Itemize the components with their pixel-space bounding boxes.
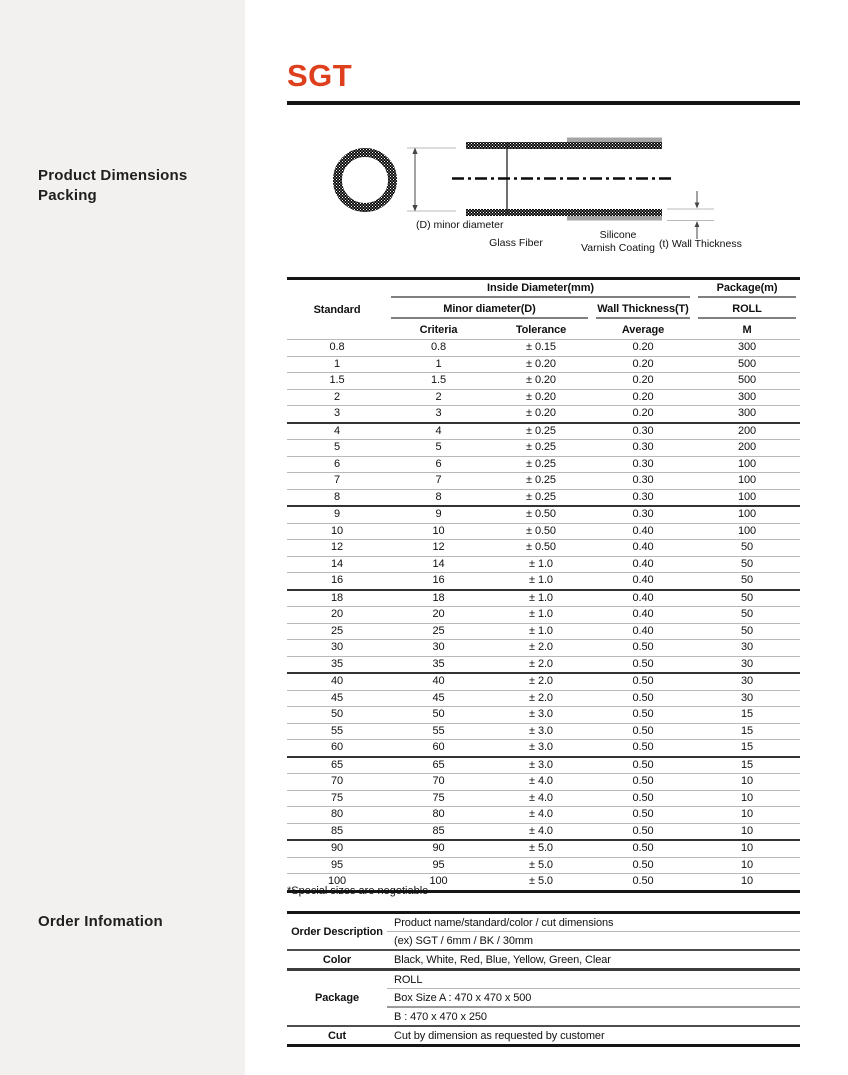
sidebar-label-product-dimensions: Product Dimensions bbox=[38, 167, 188, 184]
table-cell: 0.50 bbox=[592, 790, 694, 807]
table-row bbox=[287, 423, 800, 440]
col-header-average: Average bbox=[621, 324, 665, 336]
table-cell: 7 bbox=[387, 473, 490, 490]
table-cell: 0.50 bbox=[592, 857, 694, 874]
spec-table-header bbox=[287, 279, 800, 340]
table-cell: 30 bbox=[694, 690, 800, 707]
table-cell: 4 bbox=[387, 423, 490, 440]
table-row bbox=[287, 913, 800, 932]
table-row bbox=[287, 506, 800, 523]
table-cell: 0.30 bbox=[592, 489, 694, 506]
table-row bbox=[287, 970, 800, 989]
table-cell: 95 bbox=[287, 857, 387, 874]
table-cell: ± 0.25 bbox=[490, 456, 592, 473]
table-row bbox=[287, 823, 800, 840]
tube-cross-section bbox=[338, 153, 393, 208]
order-description-label: Order Description bbox=[287, 913, 387, 951]
table-cell: 15 bbox=[694, 740, 800, 757]
table-cell: 25 bbox=[387, 623, 490, 640]
table-cell: ± 3.0 bbox=[490, 757, 592, 774]
order-description-line1: Product name/standard/color / cut dimensions bbox=[387, 913, 800, 932]
table-cell: 9 bbox=[387, 506, 490, 523]
table-cell: ± 2.0 bbox=[490, 690, 592, 707]
table-cell: 300 bbox=[694, 406, 800, 423]
table-cell: 0.40 bbox=[592, 590, 694, 607]
table-cell: 10 bbox=[387, 523, 490, 540]
table-cell: ± 0.20 bbox=[490, 389, 592, 406]
table-cell: 50 bbox=[287, 707, 387, 724]
table-cell: ± 5.0 bbox=[490, 857, 592, 874]
table-cell: ± 4.0 bbox=[490, 807, 592, 824]
table-cell: 10 bbox=[694, 823, 800, 840]
table-cell: 50 bbox=[694, 607, 800, 624]
table-cell: 20 bbox=[287, 607, 387, 624]
col-group-package: Package(m) bbox=[694, 279, 800, 301]
table-cell: 10 bbox=[287, 523, 387, 540]
table-cell: 0.40 bbox=[592, 607, 694, 624]
table-row bbox=[287, 740, 800, 757]
table-row bbox=[287, 950, 800, 970]
table-cell: 200 bbox=[694, 423, 800, 440]
table-cell: 0.40 bbox=[592, 523, 694, 540]
table-cell: 0.50 bbox=[592, 656, 694, 673]
table-cell: 10 bbox=[694, 840, 800, 857]
table-cell: 500 bbox=[694, 373, 800, 390]
table-cell: 0.50 bbox=[592, 640, 694, 657]
table-cell: ± 4.0 bbox=[490, 790, 592, 807]
table-cell: 1.5 bbox=[287, 373, 387, 390]
table-cell: 0.50 bbox=[592, 707, 694, 724]
footnote: *Special sizes are negotiable bbox=[287, 885, 429, 897]
table-cell: 50 bbox=[694, 573, 800, 590]
table-cell: 0.40 bbox=[592, 573, 694, 590]
table-row bbox=[287, 590, 800, 607]
table-cell: 10 bbox=[694, 874, 800, 892]
table-cell: 0.20 bbox=[592, 373, 694, 390]
table-cell: 6 bbox=[287, 456, 387, 473]
table-cell: 30 bbox=[694, 640, 800, 657]
table-cell: 1 bbox=[387, 356, 490, 373]
table-row bbox=[287, 440, 800, 457]
col-group-roll: ROLL bbox=[694, 300, 800, 321]
table-cell: 16 bbox=[287, 573, 387, 590]
table-cell: 0.30 bbox=[592, 423, 694, 440]
table-cell: 0.20 bbox=[592, 340, 694, 357]
table-row bbox=[287, 707, 800, 724]
table-cell: 3 bbox=[387, 406, 490, 423]
order-description-line2: (ex) SGT / 6mm / BK / 30mm bbox=[387, 932, 800, 951]
table-cell: ± 2.0 bbox=[490, 640, 592, 657]
table-cell: 65 bbox=[387, 757, 490, 774]
sidebar bbox=[0, 0, 245, 1075]
arrowhead-down bbox=[695, 203, 700, 209]
silicone-label-line2: Varnish Coating bbox=[581, 242, 655, 254]
cut-value: Cut by dimension as requested by customer bbox=[394, 1029, 605, 1042]
table-cell: 5 bbox=[387, 440, 490, 457]
table-cell: 40 bbox=[387, 673, 490, 690]
table-row bbox=[287, 757, 800, 774]
table-cell: ± 0.25 bbox=[490, 473, 592, 490]
table-row bbox=[287, 807, 800, 824]
table-row bbox=[287, 373, 800, 390]
spec-table-body bbox=[287, 340, 800, 892]
table-row bbox=[287, 790, 800, 807]
table-cell: 85 bbox=[387, 823, 490, 840]
table-cell: 16 bbox=[387, 573, 490, 590]
table-row bbox=[287, 623, 800, 640]
table-cell: 100 bbox=[694, 456, 800, 473]
table-cell: 0.30 bbox=[592, 456, 694, 473]
table-cell: 20 bbox=[387, 607, 490, 624]
table-cell: 3 bbox=[287, 406, 387, 423]
table-cell: 0.50 bbox=[592, 690, 694, 707]
table-cell: 12 bbox=[387, 540, 490, 557]
table-cell: 95 bbox=[387, 857, 490, 874]
table-cell: 0.50 bbox=[592, 807, 694, 824]
table-cell: 60 bbox=[387, 740, 490, 757]
table-cell: ± 0.25 bbox=[490, 489, 592, 506]
table-cell: 100 bbox=[694, 523, 800, 540]
table-cell: ± 0.25 bbox=[490, 423, 592, 440]
table-cell: 0.40 bbox=[592, 540, 694, 557]
table-cell: 14 bbox=[387, 556, 490, 573]
spec-table bbox=[287, 277, 800, 893]
table-cell: 1 bbox=[287, 356, 387, 373]
table-cell: ± 0.20 bbox=[490, 373, 592, 390]
table-cell: 0.50 bbox=[592, 757, 694, 774]
table-cell: 18 bbox=[387, 590, 490, 607]
table-cell: 10 bbox=[694, 790, 800, 807]
table-cell: 35 bbox=[387, 656, 490, 673]
table-row bbox=[287, 340, 800, 357]
table-cell: ± 4.0 bbox=[490, 823, 592, 840]
table-cell: ± 5.0 bbox=[490, 874, 592, 892]
table-cell: 0.50 bbox=[592, 774, 694, 791]
table-cell: 50 bbox=[387, 707, 490, 724]
table-cell: 4 bbox=[287, 423, 387, 440]
color-value: Black, White, Red, Blue, Yellow, Green, Clear bbox=[387, 950, 800, 970]
table-cell: 65 bbox=[287, 757, 387, 774]
table-cell: 75 bbox=[287, 790, 387, 807]
table-cell: 10 bbox=[694, 774, 800, 791]
table-cell: 0.30 bbox=[592, 506, 694, 523]
table-cell: 30 bbox=[387, 640, 490, 657]
table-row bbox=[287, 473, 800, 490]
table-cell: 0.20 bbox=[592, 389, 694, 406]
table-cell: 300 bbox=[694, 389, 800, 406]
col-group-minor-diameter: Minor diameter(D) bbox=[387, 300, 592, 321]
table-cell: 0.40 bbox=[592, 623, 694, 640]
table-cell: 70 bbox=[287, 774, 387, 791]
table-row bbox=[287, 540, 800, 557]
table-cell: 0.8 bbox=[287, 340, 387, 357]
tube-wall-top bbox=[466, 142, 662, 149]
table-cell: 15 bbox=[694, 707, 800, 724]
table-cell: 0.50 bbox=[592, 874, 694, 892]
coating-strip-top bbox=[567, 138, 662, 143]
table-cell: 30 bbox=[694, 673, 800, 690]
col-header-standard: Standard bbox=[313, 303, 361, 316]
table-cell: 15 bbox=[694, 723, 800, 740]
table-row bbox=[287, 573, 800, 590]
table-cell: 0.50 bbox=[592, 673, 694, 690]
package-label: Package bbox=[287, 970, 387, 1027]
table-cell: ± 0.50 bbox=[490, 540, 592, 557]
table-cell: 55 bbox=[287, 723, 387, 740]
coating-strip-bottom bbox=[567, 216, 662, 221]
table-cell: 45 bbox=[387, 690, 490, 707]
table-row bbox=[287, 406, 800, 423]
table-cell: 25 bbox=[287, 623, 387, 640]
table-cell: 12 bbox=[287, 540, 387, 557]
table-cell: 30 bbox=[694, 656, 800, 673]
table-cell: 0.50 bbox=[592, 723, 694, 740]
table-row bbox=[287, 690, 800, 707]
table-cell: 10 bbox=[694, 807, 800, 824]
table-row bbox=[287, 673, 800, 690]
table-cell: 0.40 bbox=[592, 556, 694, 573]
table-cell: 50 bbox=[694, 556, 800, 573]
table-cell: 0.50 bbox=[592, 823, 694, 840]
table-cell: ± 0.25 bbox=[490, 440, 592, 457]
table-cell: 0.30 bbox=[592, 440, 694, 457]
table-cell: 90 bbox=[287, 840, 387, 857]
table-cell: 85 bbox=[287, 823, 387, 840]
table-cell: 2 bbox=[387, 389, 490, 406]
col-group-wall-thickness: Wall Thickness(T) bbox=[592, 300, 694, 321]
table-cell: 7 bbox=[287, 473, 387, 490]
table-cell: ± 4.0 bbox=[490, 774, 592, 791]
col-group-inside-diameter: Inside Diameter(mm) bbox=[387, 279, 694, 301]
table-cell: ± 2.0 bbox=[490, 673, 592, 690]
table-cell: 100 bbox=[694, 506, 800, 523]
table-cell: 75 bbox=[387, 790, 490, 807]
table-row bbox=[287, 523, 800, 540]
table-cell: 30 bbox=[287, 640, 387, 657]
table-cell: 15 bbox=[694, 757, 800, 774]
order-info-section bbox=[287, 911, 800, 1047]
col-header-m: M bbox=[742, 324, 752, 336]
table-cell: 0.8 bbox=[387, 340, 490, 357]
package-line2: Box Size A : 470 x 470 x 500 bbox=[387, 989, 800, 1008]
table-cell: 100 bbox=[287, 874, 387, 892]
table-cell: 8 bbox=[387, 489, 490, 506]
table-cell: ± 3.0 bbox=[490, 723, 592, 740]
sidebar-section-product-dimensions bbox=[38, 166, 187, 206]
table-cell: 500 bbox=[694, 356, 800, 373]
title-rule bbox=[287, 101, 800, 105]
table-cell: 60 bbox=[287, 740, 387, 757]
table-cell: 0.50 bbox=[592, 740, 694, 757]
table-row bbox=[287, 656, 800, 673]
table-cell: ± 1.0 bbox=[490, 573, 592, 590]
table-cell: 0.20 bbox=[592, 406, 694, 423]
table-cell: ± 5.0 bbox=[490, 840, 592, 857]
tube-wall-bottom bbox=[466, 209, 662, 216]
table-cell: 1.5 bbox=[387, 373, 490, 390]
page-title: SGT bbox=[287, 58, 353, 93]
table-cell: 50 bbox=[694, 623, 800, 640]
package-line3: B : 470 x 470 x 250 bbox=[387, 1007, 800, 1026]
table-cell: 14 bbox=[287, 556, 387, 573]
table-cell: 40 bbox=[287, 673, 387, 690]
arrowhead-up bbox=[695, 221, 700, 227]
table-cell: 70 bbox=[387, 774, 490, 791]
table-row bbox=[287, 723, 800, 740]
table-cell: 45 bbox=[287, 690, 387, 707]
table-cell: ± 0.20 bbox=[490, 356, 592, 373]
table-cell: ± 0.20 bbox=[490, 406, 592, 423]
col-header-criteria: Criteria bbox=[419, 324, 458, 336]
table-cell: 50 bbox=[694, 590, 800, 607]
table-cell: 9 bbox=[287, 506, 387, 523]
table-cell: ± 0.50 bbox=[490, 523, 592, 540]
table-cell: 80 bbox=[287, 807, 387, 824]
tube-diagram bbox=[300, 122, 770, 262]
table-cell: ± 1.0 bbox=[490, 607, 592, 624]
table-row bbox=[287, 640, 800, 657]
table-cell: 0.20 bbox=[592, 356, 694, 373]
table-cell: 300 bbox=[694, 340, 800, 357]
table-cell: 0.50 bbox=[592, 840, 694, 857]
table-row bbox=[287, 456, 800, 473]
table-cell: ± 3.0 bbox=[490, 740, 592, 757]
table-cell: 2 bbox=[287, 389, 387, 406]
sidebar-section-order-information: Order Infomation bbox=[38, 913, 163, 930]
table-cell: 50 bbox=[694, 540, 800, 557]
table-cell: 8 bbox=[287, 489, 387, 506]
table-row bbox=[287, 774, 800, 791]
order-info-table bbox=[287, 911, 800, 1047]
spec-table-section bbox=[287, 277, 800, 893]
table-cell: 5 bbox=[287, 440, 387, 457]
table-cell: ± 1.0 bbox=[490, 623, 592, 640]
table-cell: ± 0.15 bbox=[490, 340, 592, 357]
silicone-label-line1: Silicone bbox=[599, 229, 637, 241]
table-cell: 90 bbox=[387, 840, 490, 857]
table-cell: 6 bbox=[387, 456, 490, 473]
table-cell: 100 bbox=[387, 874, 490, 892]
table-row bbox=[287, 840, 800, 857]
cut-label: Cut bbox=[327, 1029, 347, 1042]
table-cell: ± 0.50 bbox=[490, 506, 592, 523]
package-line1: ROLL bbox=[387, 970, 800, 989]
table-cell: 0.30 bbox=[592, 473, 694, 490]
minor-diameter-label: (D) minor diameter bbox=[416, 219, 504, 231]
table-row bbox=[287, 389, 800, 406]
table-row bbox=[287, 556, 800, 573]
table-row bbox=[287, 356, 800, 373]
table-cell: ± 2.0 bbox=[490, 656, 592, 673]
table-cell: ± 1.0 bbox=[490, 590, 592, 607]
color-label: Color bbox=[287, 950, 387, 970]
sidebar-label-packing: Packing bbox=[38, 187, 97, 204]
table-cell: ± 3.0 bbox=[490, 707, 592, 724]
table-cell: 10 bbox=[694, 857, 800, 874]
glass-fiber-label: Glass Fiber bbox=[489, 237, 543, 249]
table-cell: 18 bbox=[287, 590, 387, 607]
table-row bbox=[287, 489, 800, 506]
table-cell: 200 bbox=[694, 440, 800, 457]
table-cell: 55 bbox=[387, 723, 490, 740]
table-row bbox=[287, 607, 800, 624]
table-row bbox=[287, 857, 800, 874]
wall-thickness-label: (t) Wall Thickness bbox=[659, 238, 742, 250]
col-header-tolerance: Tolerance bbox=[515, 324, 567, 336]
table-cell: 100 bbox=[694, 473, 800, 490]
table-row bbox=[287, 1026, 800, 1046]
table-cell: 35 bbox=[287, 656, 387, 673]
table-cell: 100 bbox=[694, 489, 800, 506]
table-cell: 80 bbox=[387, 807, 490, 824]
table-cell: ± 1.0 bbox=[490, 556, 592, 573]
